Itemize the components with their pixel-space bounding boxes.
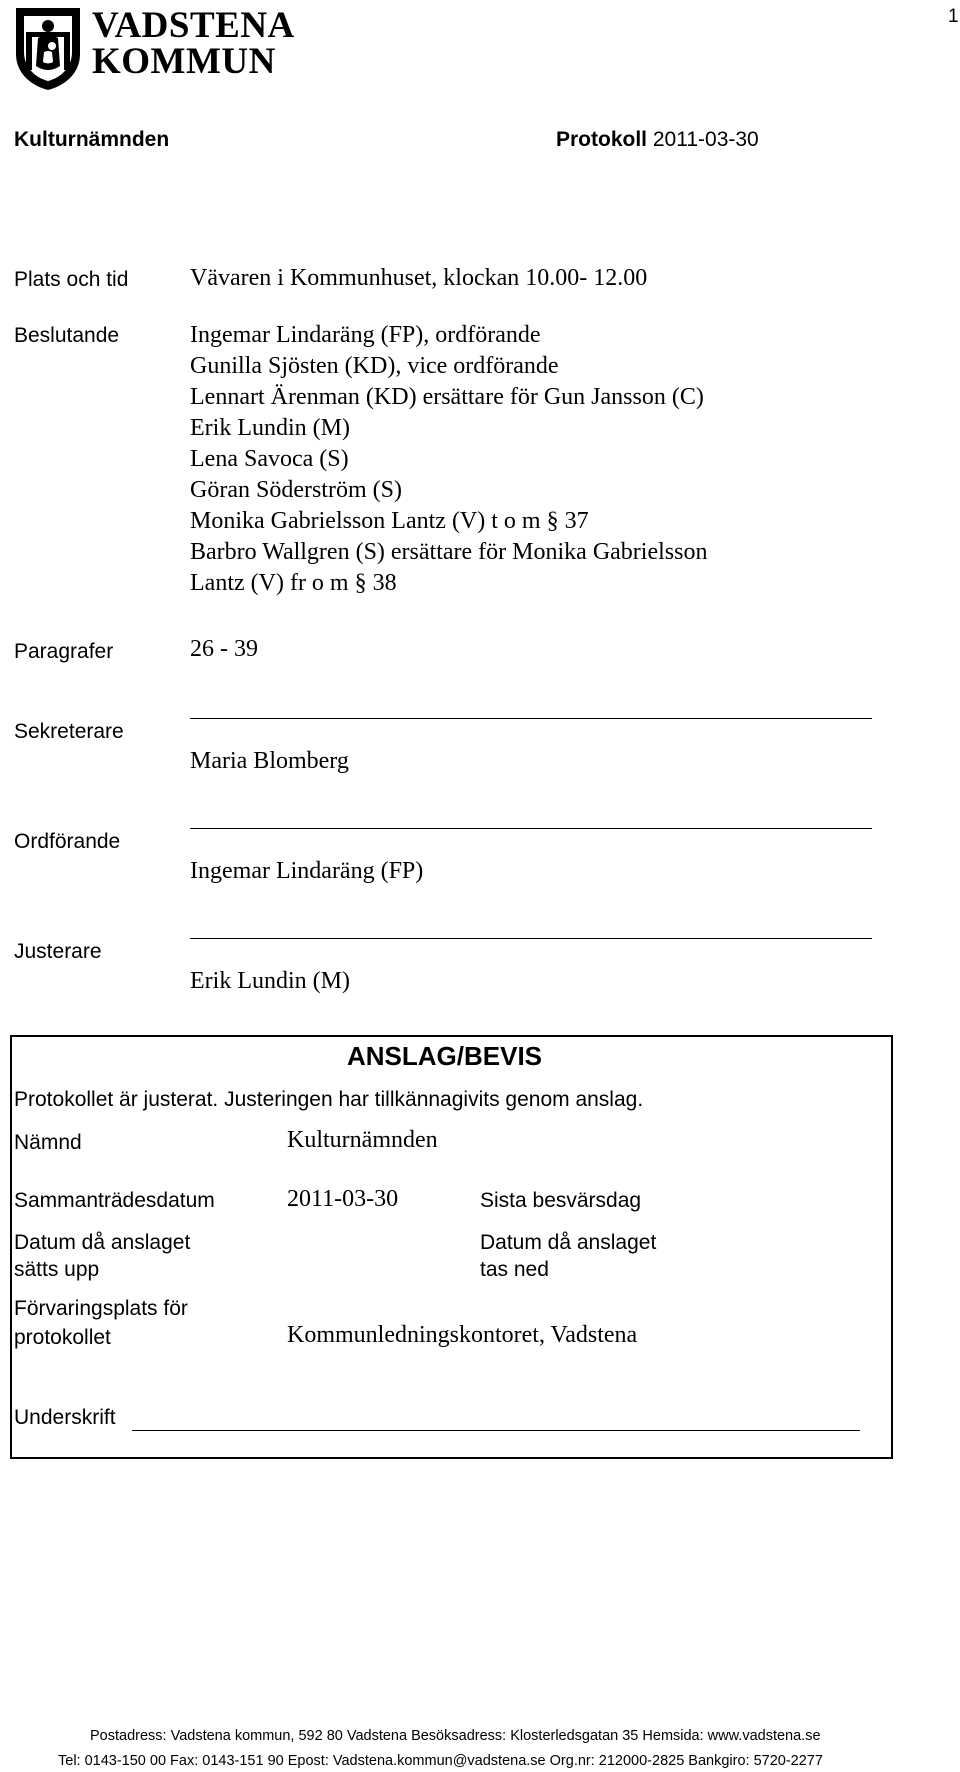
doc-type: Protokoll — [556, 128, 648, 151]
protocol-date: 2011-03-30 — [652, 128, 759, 151]
logo-text — [92, 5, 295, 82]
list-item: Gunilla Sjösten (KD), vice ordförande — [190, 353, 559, 379]
adjuster-signature-line — [190, 938, 872, 939]
list-item: Lennart Ärenman (KD) ersättare för Gun Jansson (C) — [190, 384, 704, 410]
logo-line-1: VADSTENA — [92, 5, 295, 46]
meeting-date-value: 2011-03-30 — [287, 1186, 399, 1212]
deciding-list — [190, 320, 707, 599]
anslag-title: ANSLAG/BEVIS — [347, 1041, 543, 1071]
meeting-date-label: Sammanträdesdatum — [14, 1189, 215, 1212]
list-item: Ingemar Lindaräng (FP), ordförande — [190, 322, 541, 348]
list-item: Lantz (V) fr o m § 38 — [190, 570, 397, 596]
list-item: Monika Gabrielsson Lantz (V) t o m § 37 — [190, 508, 589, 534]
list-item: Erik Lundin (M) — [190, 415, 350, 441]
municipality-logo — [12, 4, 312, 94]
secretary-label: Sekreterare — [14, 720, 124, 743]
signature-line — [132, 1430, 860, 1431]
page-number: 1 — [948, 6, 959, 27]
paragraphs-value: 26 - 39 — [190, 636, 258, 662]
namnd-value: Kulturnämnden — [287, 1127, 438, 1153]
place-label: Plats och tid — [14, 268, 129, 291]
protocol-header — [556, 128, 759, 152]
place-value: Vävaren i Kommunhuset, klockan 10.00- 12.00 — [190, 265, 648, 291]
chair-name: Ingemar Lindaräng (FP) — [190, 858, 424, 884]
list-item: Barbro Wallgren (S) ersättare för Monika Gabrielsson — [190, 539, 708, 565]
posted-label-2: sätts upp — [14, 1258, 100, 1281]
coat-of-arms-icon — [12, 4, 84, 92]
namnd-label: Nämnd — [14, 1131, 82, 1154]
adjuster-label: Justerare — [14, 940, 102, 963]
footer-address: Postadress: Vadstena kommun, 592 80 Vadstena Besöksadress: Klosterledsgatan 35 Hemsida: www.vadstena.se — [90, 1728, 821, 1744]
committee-name: Kulturnämnden — [14, 128, 170, 151]
adjuster-name: Erik Lundin (M) — [190, 968, 350, 994]
storage-value: Kommunledningskontoret, Vadstena — [287, 1322, 638, 1348]
footer-contact: Tel: 0143-150 00 Fax: 0143-151 90 Epost: Vadstena.kommun@vadstena.se Org.nr: 212000-2825 Bankgiro: 5720-2277 — [58, 1753, 823, 1769]
deciding-label: Beslutande — [14, 324, 120, 347]
secretary-signature-line — [190, 718, 872, 719]
removed-label-2: tas ned — [480, 1258, 549, 1281]
signature-label: Underskrift — [14, 1406, 116, 1429]
storage-label-2: protokollet — [14, 1326, 111, 1349]
secretary-name: Maria Blomberg — [190, 748, 349, 774]
storage-label-1: Förvaringsplats för — [14, 1297, 188, 1320]
anslag-intro: Protokollet är justerat. Justeringen har tillkännagivits genom anslag. — [14, 1088, 644, 1111]
paragraphs-label: Paragrafer — [14, 640, 114, 663]
last-appeal-label: Sista besvärsdag — [480, 1189, 642, 1212]
list-item: Lena Savoca (S) — [190, 446, 349, 472]
logo-line-2: KOMMUN — [92, 41, 276, 82]
chair-signature-line — [190, 828, 872, 829]
posted-label-1: Datum då anslaget — [14, 1231, 191, 1254]
chair-label: Ordförande — [14, 830, 121, 853]
removed-label-1: Datum då anslaget — [480, 1231, 657, 1254]
list-item: Göran Söderström (S) — [190, 477, 402, 503]
